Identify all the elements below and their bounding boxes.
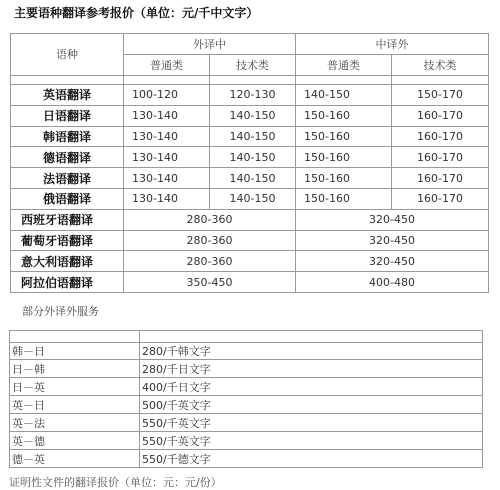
language-pair: 英－法 — [10, 414, 140, 432]
in-technical-price: 160-170 — [392, 188, 489, 209]
table-row — [10, 396, 483, 414]
header-foreign-to-chinese: 外译中 — [124, 34, 296, 55]
pair-price: 550/千英文字 — [140, 432, 483, 450]
language-pair: 德－英 — [10, 450, 140, 468]
out-technical-price: 140-150 — [210, 105, 296, 126]
in-price: 400-480 — [296, 272, 489, 293]
in-price: 320-450 — [296, 230, 489, 251]
out-technical-price: 140-150 — [210, 147, 296, 168]
in-regular-price: 140-150 — [296, 84, 392, 105]
language-name: 韩语翻译 — [11, 126, 124, 147]
table-row — [11, 105, 489, 126]
language-pair: 日－英 — [10, 378, 140, 396]
language-price-table — [10, 33, 489, 293]
in-technical-price: 150-170 — [392, 84, 489, 105]
table-spacer-row — [11, 75, 489, 84]
pair-price: 550/千英文字 — [140, 414, 483, 432]
language-name: 日语翻译 — [11, 105, 124, 126]
table-row — [10, 342, 483, 360]
in-technical-price: 160-170 — [392, 168, 489, 189]
language-name: 法语翻译 — [11, 168, 124, 189]
in-price: 320-450 — [296, 209, 489, 230]
pair-price: 280/千日文字 — [140, 360, 483, 378]
header-out-technical: 技术类 — [210, 54, 296, 75]
language-name: 阿拉伯语翻译 — [11, 272, 124, 293]
language-name: 意大利语翻译 — [11, 251, 124, 272]
in-technical-price: 160-170 — [392, 147, 489, 168]
table-row — [11, 188, 489, 209]
language-name: 俄语翻译 — [11, 188, 124, 209]
section-subtitle: 部分外译外服务 — [22, 305, 99, 318]
in-regular-price: 150-160 — [296, 188, 392, 209]
table-row — [11, 272, 489, 293]
out-regular-price: 130-140 — [124, 147, 210, 168]
table-row — [11, 126, 489, 147]
in-regular-price: 150-160 — [296, 147, 392, 168]
language-pair: 英－日 — [10, 396, 140, 414]
in-regular-price: 150-160 — [296, 126, 392, 147]
table-row — [11, 209, 489, 230]
table-row — [11, 230, 489, 251]
out-price: 280-360 — [124, 251, 296, 272]
in-technical-price: 160-170 — [392, 126, 489, 147]
page-title: 主要语种翻译参考报价（单位：元/千中文字） — [14, 6, 259, 20]
out-regular-price: 130-140 — [124, 126, 210, 147]
in-regular-price: 150-160 — [296, 168, 392, 189]
language-pair: 日－韩 — [10, 360, 140, 378]
table-row — [11, 84, 489, 105]
footer-note: 证明性文件的翻译报价（单位：元：元/份） — [9, 476, 222, 489]
in-technical-price: 160-170 — [392, 105, 489, 126]
header-in-technical: 技术类 — [392, 54, 489, 75]
pair-price: 400/千日文字 — [140, 378, 483, 396]
in-price: 320-450 — [296, 251, 489, 272]
table-row — [11, 168, 489, 189]
table-blank-row — [10, 331, 483, 343]
table-header-row — [11, 34, 489, 55]
pair-price: 280/千韩文字 — [140, 342, 483, 360]
in-regular-price: 150-160 — [296, 105, 392, 126]
table-row — [10, 450, 483, 468]
table-row — [10, 360, 483, 378]
out-regular-price: 130-140 — [124, 105, 210, 126]
out-price: 280-360 — [124, 209, 296, 230]
header-out-regular: 普通类 — [124, 54, 210, 75]
out-technical-price: 140-150 — [210, 168, 296, 189]
out-price: 280-360 — [124, 230, 296, 251]
foreign-foreign-price-table — [9, 330, 483, 468]
language-pair: 英－德 — [10, 432, 140, 450]
table-row — [10, 432, 483, 450]
out-technical-price: 120-130 — [210, 84, 296, 105]
out-technical-price: 140-150 — [210, 188, 296, 209]
table-row — [10, 378, 483, 396]
header-in-regular: 普通类 — [296, 54, 392, 75]
out-regular-price: 130-140 — [124, 188, 210, 209]
language-pair: 韩－日 — [10, 342, 140, 360]
out-price: 350-450 — [124, 272, 296, 293]
language-name: 葡萄牙语翻译 — [11, 230, 124, 251]
language-name: 英语翻译 — [11, 84, 124, 105]
table-row — [10, 414, 483, 432]
header-language: 语种 — [11, 34, 124, 76]
language-name: 西班牙语翻译 — [11, 209, 124, 230]
out-technical-price: 140-150 — [210, 126, 296, 147]
header-chinese-to-foreign: 中译外 — [296, 34, 489, 55]
table-row — [11, 251, 489, 272]
pair-price: 500/千英文字 — [140, 396, 483, 414]
out-regular-price: 100-120 — [124, 84, 210, 105]
table-row — [11, 147, 489, 168]
out-regular-price: 130-140 — [124, 168, 210, 189]
pair-price: 550/千德文字 — [140, 450, 483, 468]
language-name: 德语翻译 — [11, 147, 124, 168]
